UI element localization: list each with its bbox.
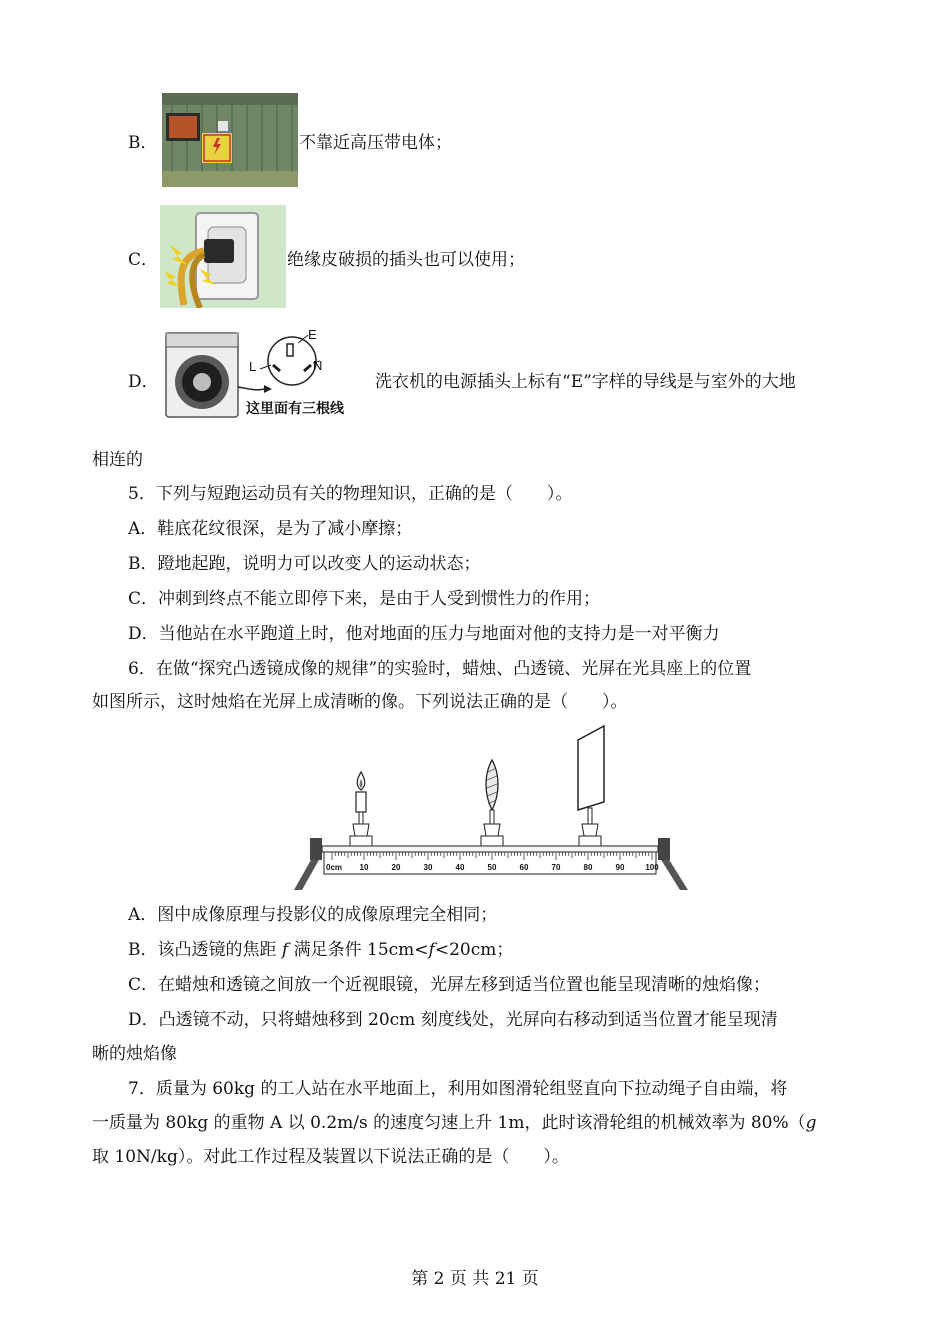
q6-stem-line2: 如图所示，这时烛焰在光屏上成清晰的像。下列说法正确的是（ ）。: [92, 692, 628, 712]
q7-line2: 一质量为 80kg 的重物 A 以 0.2m/s 的速度匀速上升 1m，此时该滑轮组的机械效率为 80%（g: [92, 1113, 817, 1133]
ruler-label: 10: [359, 863, 369, 872]
ruler-label: 100: [645, 863, 659, 872]
q6-stem-line1: 6．在做“探究凸透镜成像的规律”的实验时，蜡烛、凸透镜、光屏在光具座上的位置: [128, 659, 752, 679]
ruler-label: 80: [583, 863, 593, 872]
q6-option-d-line2: 晰的烛焰像: [92, 1044, 177, 1064]
q5-option-a: A．鞋底花纹很深，是为了减小摩擦；: [128, 519, 413, 539]
option-d-letter: D．: [128, 372, 159, 392]
candle: [350, 772, 372, 846]
plug-caption: 这里面有三根线: [246, 401, 344, 417]
option-c-letter: C．: [128, 250, 159, 270]
page-footer: 第 2 页 共 21 页: [411, 1269, 539, 1289]
ruler-label: 50: [487, 863, 497, 872]
ruler-label: 60: [519, 863, 529, 872]
q6-option-a: A．图中成像原理与投影仪的成像原理完全相同；: [128, 905, 498, 925]
light-screen: [578, 726, 604, 846]
option-d-text-cont: 相连的: [92, 450, 143, 470]
ruler-label: 40: [455, 863, 465, 872]
bench-right-block: [658, 838, 670, 860]
q7-line1: 7．质量为 60kg 的工人站在水平地面上，利用如图滑轮组竖直向下拉动绳子自由端，将: [128, 1079, 788, 1099]
q5-option-c: C．冲刺到终点不能立即停下来，是由于人受到惯性力的作用；: [128, 589, 601, 609]
plug-label-n: N: [313, 358, 323, 373]
bench-right-leg: [660, 858, 688, 890]
ruler-label: 0cm: [326, 863, 343, 872]
plug-label-e: E: [308, 327, 317, 342]
option-b-text: 不靠近高压带电体；: [299, 133, 452, 153]
washing-machine-image: [160, 327, 372, 421]
ruler-label: 30: [423, 863, 433, 872]
option-d-text: 洗衣机的电源插头上标有“E”字样的导线是与室外的大地: [375, 372, 796, 392]
ruler-label: 70: [551, 863, 561, 872]
q5-option-b: B．蹬地起跑，说明力可以改变人的运动状态；: [128, 554, 481, 574]
plug-label-l: L: [249, 359, 257, 374]
high-voltage-box-image: [162, 93, 298, 187]
bench-rail: [322, 846, 658, 852]
q5-stem: 5．下列与短跑运动员有关的物理知识，正确的是（ ）。: [128, 484, 573, 504]
q7-line3: 取 10N/kg）。对此工作过程及装置以下说法正确的是（ ）。: [92, 1147, 569, 1167]
bench-left-leg: [294, 858, 320, 890]
optical-bench-figure: [290, 724, 690, 894]
q6-option-b: B．该凸透镜的焦距 f 满足条件 15cm<f<20cm；: [128, 940, 514, 960]
ruler-label: 20: [391, 863, 401, 872]
q5-option-d: D．当他站在水平跑道上时，他对地面的压力与地面对他的支持力是一对平衡力: [128, 624, 720, 644]
bench-left-block: [310, 838, 322, 860]
damaged-plug-image: [160, 205, 286, 308]
q6-option-d-line1: D．凸透镜不动，只将蜡烛移到 20cm 刻度线处，光屏向右移动到适当位置才能呈现清: [128, 1010, 778, 1030]
option-b-letter: B．: [128, 133, 158, 153]
convex-lens: [481, 760, 503, 846]
option-c-text: 绝缘皮破损的插头也可以使用；: [287, 250, 525, 270]
q6-option-c: C．在蜡烛和透镜之间放一个近视眼镜，光屏左移到适当位置也能呈现清晰的烛焰像；: [128, 975, 771, 995]
ruler-label: 90: [615, 863, 625, 872]
